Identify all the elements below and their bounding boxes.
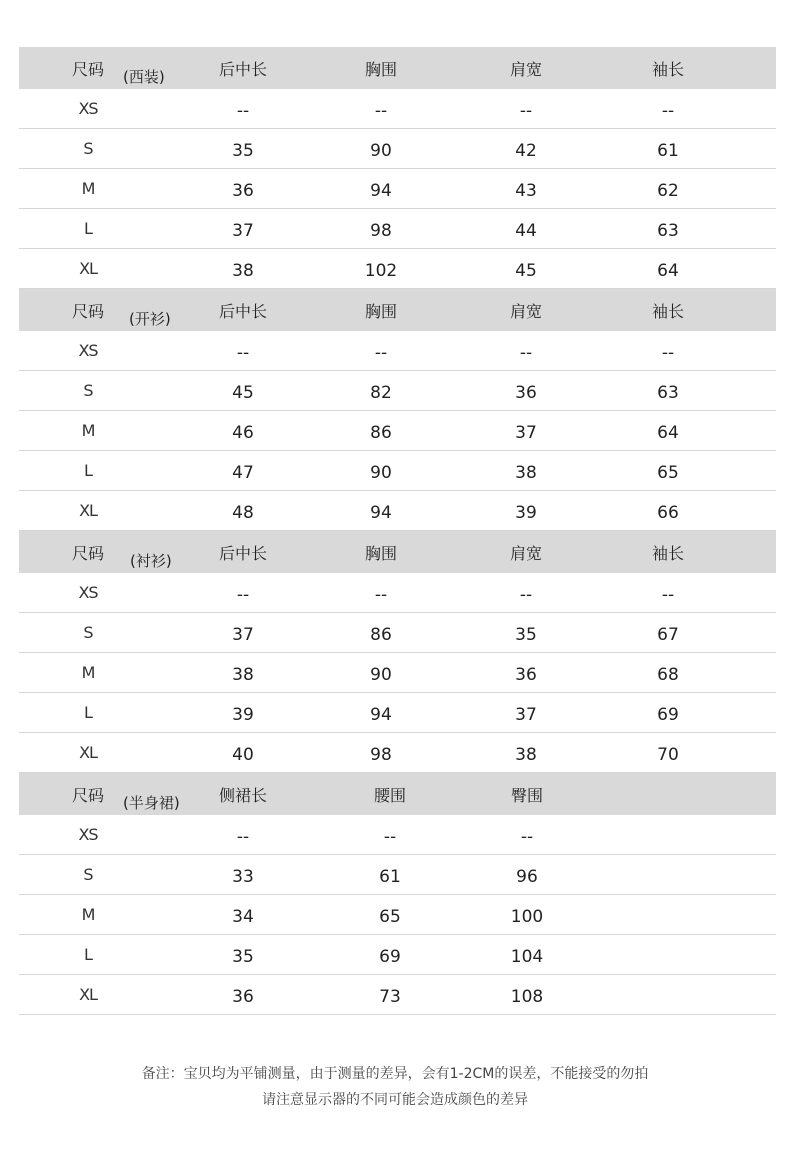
value-cell: 94 xyxy=(370,502,392,523)
size-cell: L xyxy=(84,945,92,964)
column-header: 后中长 xyxy=(218,544,267,563)
value-cell: 68 xyxy=(657,664,679,685)
value-cell: 33 xyxy=(232,866,254,887)
value-cell: 102 xyxy=(364,260,398,281)
size-cell: L xyxy=(84,219,92,238)
column-header: 肩宽 xyxy=(509,302,542,321)
value-cell: 39 xyxy=(515,502,537,523)
value-cell: 73 xyxy=(379,986,401,1007)
value-cell: 37 xyxy=(515,422,537,443)
value-cell: 35 xyxy=(232,140,254,161)
column-header: 袖长 xyxy=(651,302,684,321)
measurement-notes xyxy=(0,1061,790,1113)
table-row xyxy=(19,169,776,209)
value-cell: 45 xyxy=(232,382,254,403)
table-row xyxy=(19,89,776,129)
value-cell: 70 xyxy=(657,744,679,765)
value-cell: 94 xyxy=(370,704,392,725)
table-row xyxy=(19,693,776,733)
value-cell: -- xyxy=(374,100,388,121)
size-cell: L xyxy=(84,703,92,722)
table-row xyxy=(19,209,776,249)
value-cell: 36 xyxy=(232,986,254,1007)
value-cell: 38 xyxy=(232,664,254,685)
value-cell: 61 xyxy=(657,140,679,161)
column-header: 胸围 xyxy=(364,544,397,563)
value-cell: 67 xyxy=(657,624,679,645)
value-cell: 45 xyxy=(515,260,537,281)
size-column-header: 尺码 xyxy=(71,786,104,805)
value-cell: -- xyxy=(661,584,675,605)
value-cell: 98 xyxy=(370,744,392,765)
value-cell: 69 xyxy=(379,946,401,967)
size-table-skirt xyxy=(19,773,776,1015)
garment-type-label: (半身裙) xyxy=(123,794,180,812)
table-row xyxy=(19,451,776,491)
size-column-header: 尺码 xyxy=(71,544,104,563)
garment-type-label: (衬衫) xyxy=(130,552,172,570)
table-header xyxy=(19,47,776,89)
value-cell: 90 xyxy=(370,462,392,483)
value-cell: -- xyxy=(661,100,675,121)
value-cell: 36 xyxy=(515,664,537,685)
value-cell: -- xyxy=(374,342,388,363)
size-table-shirt xyxy=(19,531,776,773)
garment-type-label: (西装) xyxy=(123,68,165,86)
value-cell: 69 xyxy=(657,704,679,725)
size-cell: S xyxy=(83,139,93,158)
table-row xyxy=(19,935,776,975)
value-cell: 94 xyxy=(370,180,392,201)
size-cell: M xyxy=(81,421,95,440)
size-cell: S xyxy=(83,623,93,642)
value-cell: -- xyxy=(236,100,250,121)
value-cell: -- xyxy=(236,584,250,605)
column-header: 后中长 xyxy=(218,60,267,79)
size-cell: L xyxy=(84,461,92,480)
value-cell: 63 xyxy=(657,220,679,241)
value-cell: 100 xyxy=(510,906,544,927)
value-cell: -- xyxy=(519,584,533,605)
table-row xyxy=(19,491,776,531)
size-chart xyxy=(19,47,776,1015)
column-header: 袖长 xyxy=(651,60,684,79)
value-cell: -- xyxy=(519,342,533,363)
column-header: 臀围 xyxy=(510,786,543,805)
value-cell: 66 xyxy=(657,502,679,523)
value-cell: -- xyxy=(383,826,397,847)
value-cell: 82 xyxy=(370,382,392,403)
value-cell: 47 xyxy=(232,462,254,483)
value-cell: -- xyxy=(661,342,675,363)
value-cell: 37 xyxy=(232,624,254,645)
value-cell: 96 xyxy=(516,866,538,887)
value-cell: 63 xyxy=(657,382,679,403)
value-cell: 62 xyxy=(657,180,679,201)
table-header xyxy=(19,531,776,573)
size-cell: S xyxy=(83,381,93,400)
value-cell: 35 xyxy=(515,624,537,645)
table-row xyxy=(19,613,776,653)
value-cell: -- xyxy=(236,342,250,363)
value-cell: -- xyxy=(374,584,388,605)
table-header xyxy=(19,773,776,815)
value-cell: 64 xyxy=(657,260,679,281)
value-cell: -- xyxy=(236,826,250,847)
table-row xyxy=(19,371,776,411)
value-cell: 104 xyxy=(510,946,544,967)
size-cell: XL xyxy=(79,985,97,1004)
value-cell: 36 xyxy=(232,180,254,201)
value-cell: 42 xyxy=(515,140,537,161)
column-header: 侧裙长 xyxy=(218,786,267,805)
table-row xyxy=(19,855,776,895)
value-cell: 61 xyxy=(379,866,401,887)
value-cell: 90 xyxy=(370,140,392,161)
table-row xyxy=(19,733,776,773)
value-cell: 98 xyxy=(370,220,392,241)
value-cell: 64 xyxy=(657,422,679,443)
size-column-header: 尺码 xyxy=(71,302,104,321)
value-cell: 38 xyxy=(515,462,537,483)
table-header xyxy=(19,289,776,331)
column-header: 胸围 xyxy=(364,302,397,321)
size-cell: XS xyxy=(78,99,98,118)
size-table-suit xyxy=(19,47,776,289)
value-cell: 36 xyxy=(515,382,537,403)
size-cell: XL xyxy=(79,501,97,520)
value-cell: 65 xyxy=(657,462,679,483)
value-cell: 39 xyxy=(232,704,254,725)
table-row xyxy=(19,249,776,289)
table-row xyxy=(19,573,776,613)
size-cell: XS xyxy=(78,825,98,844)
column-header: 胸围 xyxy=(364,60,397,79)
table-row xyxy=(19,653,776,693)
value-cell: 37 xyxy=(232,220,254,241)
size-cell: S xyxy=(83,865,93,884)
table-row xyxy=(19,411,776,451)
table-row xyxy=(19,129,776,169)
note-line: 备注：宝贝均为平铺测量，由于测量的差异，会有1-2CM的误差，不能接受的勿拍 xyxy=(141,1066,649,1082)
value-cell: 35 xyxy=(232,946,254,967)
value-cell: 86 xyxy=(370,624,392,645)
value-cell: 43 xyxy=(515,180,537,201)
value-cell: 48 xyxy=(232,502,254,523)
size-cell: XS xyxy=(78,583,98,602)
size-cell: XS xyxy=(78,341,98,360)
value-cell: 46 xyxy=(232,422,254,443)
column-header: 腰围 xyxy=(373,786,406,805)
value-cell: 38 xyxy=(232,260,254,281)
value-cell: 108 xyxy=(510,986,544,1007)
table-row xyxy=(19,975,776,1015)
size-cell: M xyxy=(81,905,95,924)
value-cell: -- xyxy=(520,826,534,847)
value-cell: 40 xyxy=(232,744,254,765)
table-row xyxy=(19,331,776,371)
size-column-header: 尺码 xyxy=(71,60,104,79)
size-cell: XL xyxy=(79,259,97,278)
value-cell: -- xyxy=(519,100,533,121)
value-cell: 90 xyxy=(370,664,392,685)
note-line: 请注意显示器的不同可能会造成颜色的差异 xyxy=(262,1092,528,1108)
size-cell: M xyxy=(81,663,95,682)
column-header: 袖长 xyxy=(651,544,684,563)
table-row xyxy=(19,895,776,935)
value-cell: 86 xyxy=(370,422,392,443)
column-header: 肩宽 xyxy=(509,60,542,79)
value-cell: 44 xyxy=(515,220,537,241)
table-row xyxy=(19,815,776,855)
value-cell: 65 xyxy=(379,906,401,927)
value-cell: 37 xyxy=(515,704,537,725)
size-cell: XL xyxy=(79,743,97,762)
column-header: 肩宽 xyxy=(509,544,542,563)
column-header: 后中长 xyxy=(218,302,267,321)
value-cell: 38 xyxy=(515,744,537,765)
garment-type-label: (开衫) xyxy=(129,310,171,328)
size-cell: M xyxy=(81,179,95,198)
size-table-cardigan xyxy=(19,289,776,531)
value-cell: 34 xyxy=(232,906,254,927)
